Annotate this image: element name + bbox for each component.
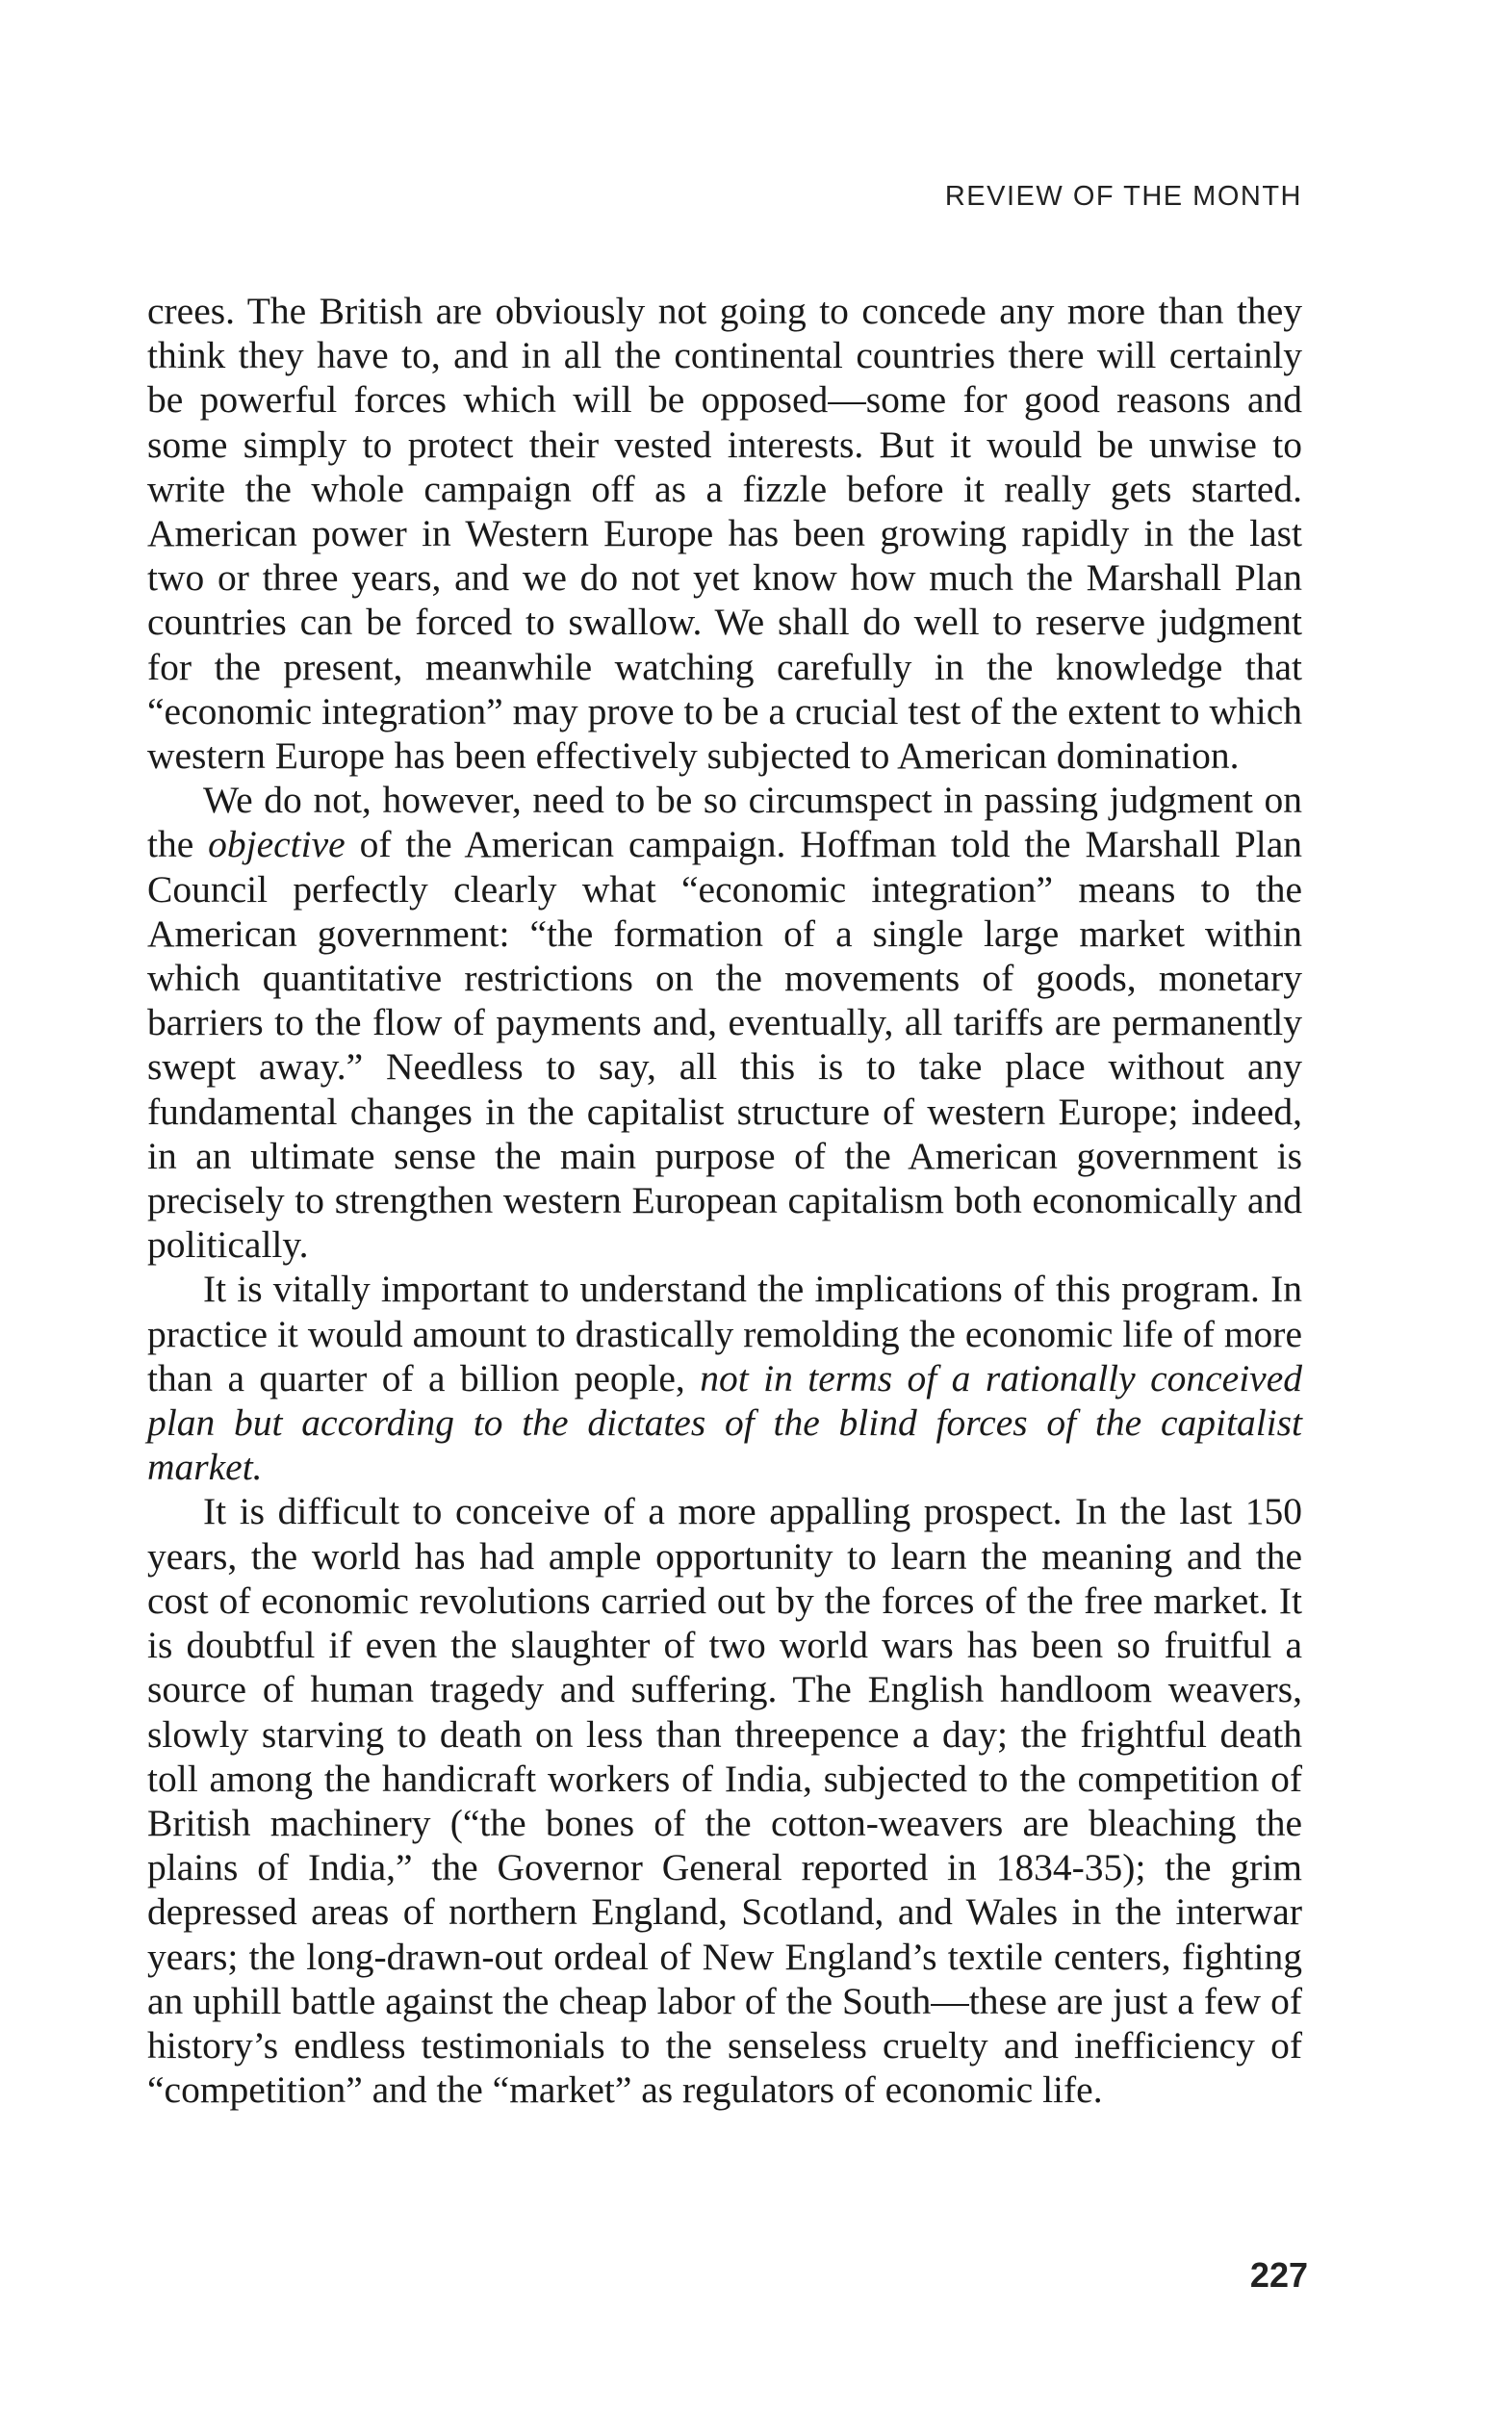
paragraph-appalling-prospect: It is difficult to conceive of a more appalling prospect. In the last 150 years, the world has had ample opportunity to learn the meaning and the cost of economic revolutions carried out by the forces of the free market. It is doubtful if even the slaughter of two world wars has been so fruitful a source of human tragedy and suffering. The English handloom weavers, slowly starving to death on less than threepence a day; the frightful death toll among the handicraft workers of India, subjected to the competition of British machinery (“the bones of the cotton-weavers are bleaching the plains of India,” the Governor General reported in 1834-35); the grim depressed areas of northern England, Scotland, and Wales in the interwar years; the long-drawn-out ordeal of New England’s textile centers, fighting an uphill battle against the cheap labor of the South—these are just a few of history’s endless testimonials to the senseless cruelty and inefficiency of “competition” and the “market” as regulators of economic life. xyxy=(147,1490,1302,2112)
paragraph-objective-italic: objective xyxy=(208,823,346,866)
paragraph-implications-italic: not in terms of a rationally conceived plan but according to the dictates of the blind forces of the capitalist market. xyxy=(147,1356,1302,1489)
running-head-title: REVIEW OF THE MONTH xyxy=(944,181,1302,212)
paragraph-implications xyxy=(147,1267,1302,1489)
paragraph-objective-text-a: We do not, however, need to be so circumspect in passing judgment on the xyxy=(147,779,1302,866)
page-number: 227 xyxy=(1249,2255,1308,2295)
paragraph-objective xyxy=(147,778,1302,1267)
paragraph-implications-text: It is vitally important to understand the implications of this program. In practice it would amount to drastically remolding the economic life of more than a quarter of a billion people, xyxy=(147,1268,1302,1400)
paragraph-objective-text-b: of the American campaign. Hoffman told the Marshall Plan Council perfectly clearly what “economic integration” means to the American government: “the formation of a single large market within which quantitative restrictions on the movements of goods, monetary barriers to the flow of payments and, eventually, all tariffs are permanently swept away.” Needless to say, all this is to take place without any fundamental changes in the capitalist structure of western Europe; indeed, in an ultimate sense the main purpose of the American government is precisely to strengthen western European capitalism both economically and politically. xyxy=(147,823,1302,1267)
article-body xyxy=(147,289,1302,2112)
paragraph-continuation: crees. The British are obviously not going to concede any more than they think they have to, and in all the continental countries there will certainly be powerful forces which will be opposed—some for good reasons and some simply to protect their vested interests. But it would be unwise to write the whole campaign off as a fizzle before it really gets started. American power in Western Europe has been growing rapidly in the last two or three years, and we do not yet know how much the Marshall Plan countries can be forced to swallow. We shall do well to reserve judgment for the present, meanwhile watching carefully in the knowledge that “economic integration” may prove to be a crucial test of the extent to which western Europe has been effectively subjected to American domination. xyxy=(147,290,1302,778)
